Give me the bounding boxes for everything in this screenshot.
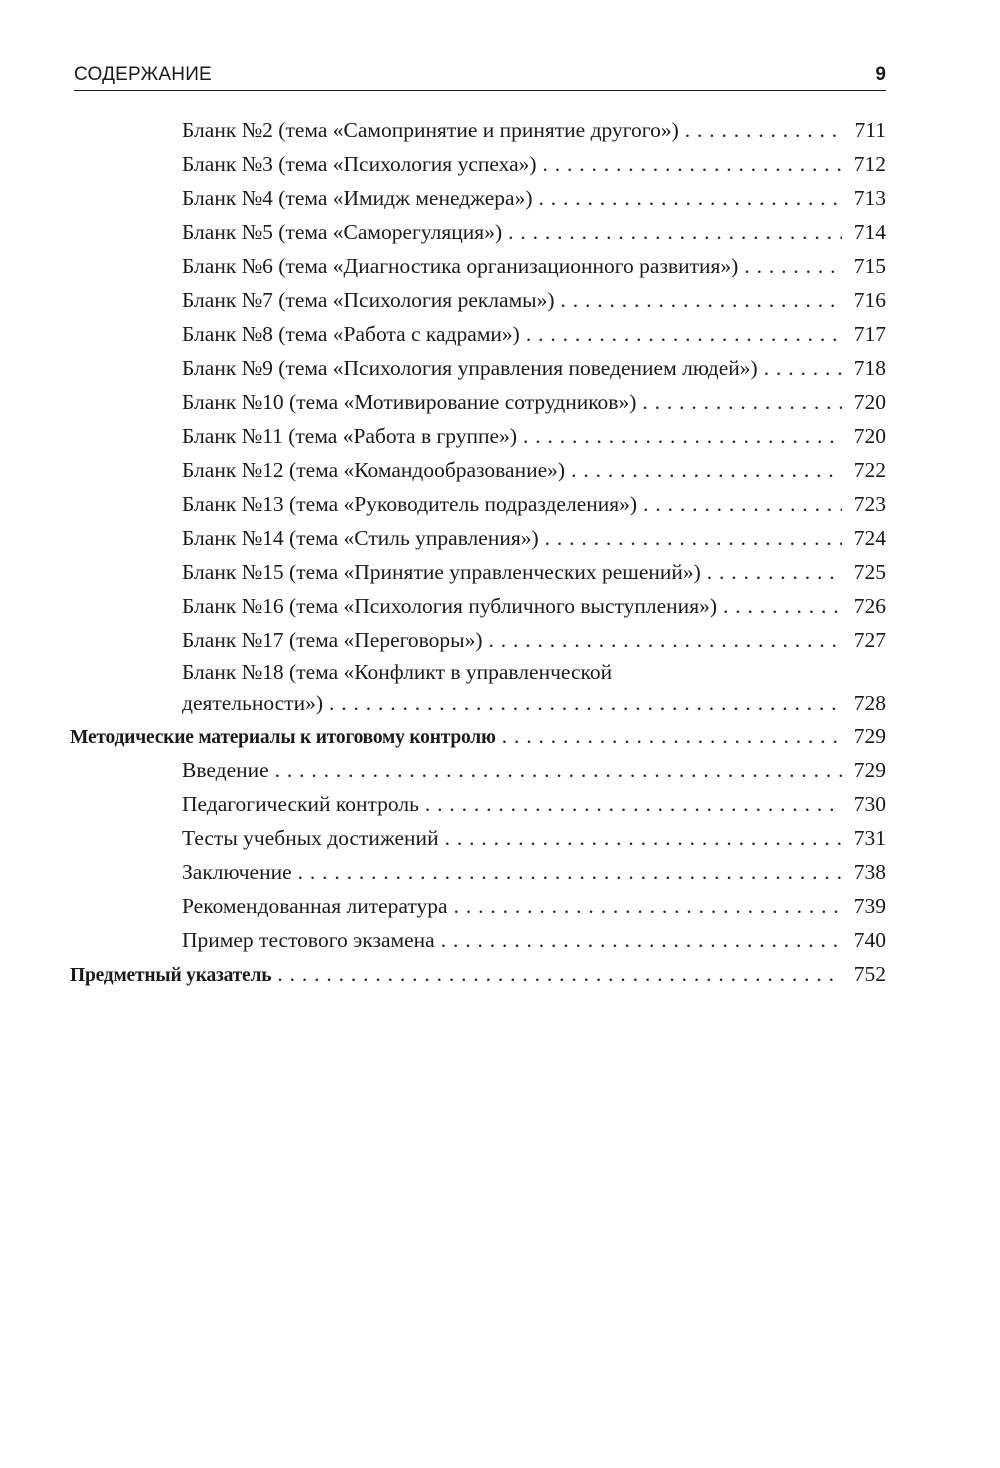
toc-entry-title: Бланк №12 (тема «Командообразование») bbox=[182, 458, 566, 482]
toc-entry-introduction[interactable] bbox=[70, 753, 886, 787]
toc-entry-page: 711 bbox=[854, 118, 886, 142]
toc-entry-page: 720 bbox=[853, 390, 886, 414]
toc-entry-page: 731 bbox=[853, 826, 886, 850]
dot-leader bbox=[643, 487, 842, 521]
dot-leader bbox=[277, 957, 842, 991]
dot-leader bbox=[489, 623, 842, 657]
toc-entry-title-line-1: Бланк №18 (тема «Конфликт в управленческой bbox=[182, 660, 613, 684]
toc-entry-title: Бланк №16 (тема «Психология публичного выступления») bbox=[182, 594, 717, 618]
toc-entry-pedagogical-control[interactable] bbox=[70, 787, 886, 821]
toc-entry-blank-5[interactable] bbox=[70, 215, 886, 249]
header-title: СОДЕРЖАНИЕ bbox=[74, 64, 212, 85]
toc-entry-achievement-tests[interactable] bbox=[70, 821, 886, 855]
toc-entry-page: 727 bbox=[853, 628, 886, 652]
toc-entry-conclusion[interactable] bbox=[70, 855, 886, 889]
header-page-number: 9 bbox=[875, 64, 886, 85]
dot-leader bbox=[502, 719, 842, 753]
toc-entry-page: 723 bbox=[853, 492, 886, 516]
toc-entry-page: 720 bbox=[853, 424, 886, 448]
dot-leader bbox=[545, 521, 842, 555]
toc-section-subject-index[interactable] bbox=[70, 957, 886, 991]
toc-entry-title: Бланк №2 (тема «Самопринятие и принятие другого») bbox=[182, 118, 679, 142]
dot-leader bbox=[445, 821, 842, 855]
dot-leader bbox=[441, 923, 842, 957]
toc-entry-page: 729 bbox=[853, 758, 886, 782]
toc-entry-page: 722 bbox=[853, 458, 886, 482]
toc-entry-blank-8[interactable] bbox=[70, 317, 886, 351]
toc-section-title: Методические материалы к итоговому контролю bbox=[70, 727, 496, 748]
toc-entry-blank-6[interactable] bbox=[70, 249, 886, 283]
toc-entry-blank-15[interactable] bbox=[70, 555, 886, 589]
toc-entry-blank-3[interactable] bbox=[70, 147, 886, 181]
toc-entry-page: 713 bbox=[853, 186, 886, 210]
toc-entry-page: 740 bbox=[853, 928, 886, 952]
toc-entry-page: 718 bbox=[853, 356, 886, 380]
toc-entry-title: Бланк №11 (тема «Работа в группе») bbox=[182, 424, 517, 448]
toc-entry-page: 714 bbox=[853, 220, 886, 244]
toc-entry-title: Введение bbox=[182, 758, 269, 782]
toc-entry-page: 724 bbox=[853, 526, 886, 550]
table-of-contents bbox=[70, 113, 886, 991]
toc-entry-title: Бланк №6 (тема «Диагностика организационного развития») bbox=[182, 254, 739, 278]
toc-entry-page: 728 bbox=[853, 691, 886, 715]
toc-entry-blank-10[interactable] bbox=[70, 385, 886, 419]
toc-entry-title: Бланк №9 (тема «Психология управления поведением людей») bbox=[182, 356, 758, 380]
toc-entry-title: Бланк №15 (тема «Принятие управленческих решений») bbox=[182, 560, 701, 584]
dot-leader bbox=[707, 555, 842, 589]
toc-entry-title: Педагогический контроль bbox=[182, 792, 419, 816]
dot-leader bbox=[275, 753, 842, 787]
dot-leader bbox=[425, 787, 842, 821]
toc-entry-title: Пример тестового экзамена bbox=[182, 928, 435, 952]
toc-entry-blank-16[interactable] bbox=[70, 589, 886, 623]
toc-entry-blank-12[interactable] bbox=[70, 453, 886, 487]
toc-entry-sample-exam[interactable] bbox=[70, 923, 886, 957]
toc-entry-page: 725 bbox=[853, 560, 886, 584]
dot-leader bbox=[543, 147, 842, 181]
dot-leader bbox=[454, 889, 842, 923]
toc-entry-title: Тесты учебных достижений bbox=[182, 826, 439, 850]
toc-section-title: Предметный указатель bbox=[70, 965, 272, 986]
toc-entry-title: Бланк №13 (тема «Руководитель подразделения») bbox=[182, 492, 638, 516]
toc-entry-title: Бланк №14 (тема «Стиль управления») bbox=[182, 526, 539, 550]
toc-entry-title: Рекомендованная литература bbox=[182, 894, 448, 918]
toc-section-page: 729 bbox=[853, 724, 886, 748]
dot-leader bbox=[508, 215, 842, 249]
dot-leader bbox=[526, 317, 842, 351]
running-header bbox=[74, 60, 886, 91]
toc-entry-page: 739 bbox=[853, 894, 886, 918]
toc-entry-blank-18[interactable] bbox=[70, 657, 886, 719]
toc-entry-blank-9[interactable] bbox=[70, 351, 886, 385]
toc-entry-title: Бланк №10 (тема «Мотивирование сотрудников») bbox=[182, 390, 637, 414]
toc-entry-page: 730 bbox=[853, 792, 886, 816]
toc-entry-blank-4[interactable] bbox=[70, 181, 886, 215]
dot-leader bbox=[561, 283, 842, 317]
toc-entry-title: Заключение bbox=[182, 860, 292, 884]
toc-entry-blank-7[interactable] bbox=[70, 283, 886, 317]
toc-entry-blank-13[interactable] bbox=[70, 487, 886, 521]
toc-section-methodical[interactable] bbox=[70, 719, 886, 753]
toc-entry-title: Бланк №7 (тема «Психология рекламы») bbox=[182, 288, 555, 312]
toc-entry-page: 726 bbox=[853, 594, 886, 618]
toc-entry-blank-14[interactable] bbox=[70, 521, 886, 555]
toc-entry-blank-2[interactable] bbox=[70, 113, 886, 147]
toc-entry-page: 712 bbox=[853, 152, 886, 176]
toc-entry-title: Бланк №8 (тема «Работа с кадрами») bbox=[182, 322, 520, 346]
toc-entry-title-line-2: деятельности») bbox=[182, 691, 323, 715]
dot-leader bbox=[764, 351, 842, 385]
toc-entry-page: 738 bbox=[853, 860, 886, 884]
dot-leader bbox=[642, 385, 842, 419]
dot-leader bbox=[539, 181, 843, 215]
dot-leader bbox=[723, 589, 842, 623]
dot-leader bbox=[298, 855, 842, 889]
toc-entry-blank-11[interactable] bbox=[70, 419, 886, 453]
dot-leader bbox=[571, 453, 842, 487]
toc-entry-title: Бланк №3 (тема «Психология успеха») bbox=[182, 152, 537, 176]
toc-entry-title: Бланк №4 (тема «Имидж менеджера») bbox=[182, 186, 533, 210]
toc-entry-recommended-literature[interactable] bbox=[70, 889, 886, 923]
dot-leader bbox=[329, 687, 842, 719]
toc-entry-blank-17[interactable] bbox=[70, 623, 886, 657]
dot-leader bbox=[523, 419, 842, 453]
toc-entry-page: 716 bbox=[853, 288, 886, 312]
toc-section-page: 752 bbox=[853, 962, 886, 986]
toc-entry-page: 715 bbox=[853, 254, 886, 278]
dot-leader bbox=[744, 249, 842, 283]
dot-leader bbox=[685, 113, 842, 147]
toc-entry-title: Бланк №5 (тема «Саморегуляция») bbox=[182, 220, 503, 244]
toc-entry-title: Бланк №17 (тема «Переговоры») bbox=[182, 628, 483, 652]
toc-entry-page: 717 bbox=[853, 322, 886, 346]
